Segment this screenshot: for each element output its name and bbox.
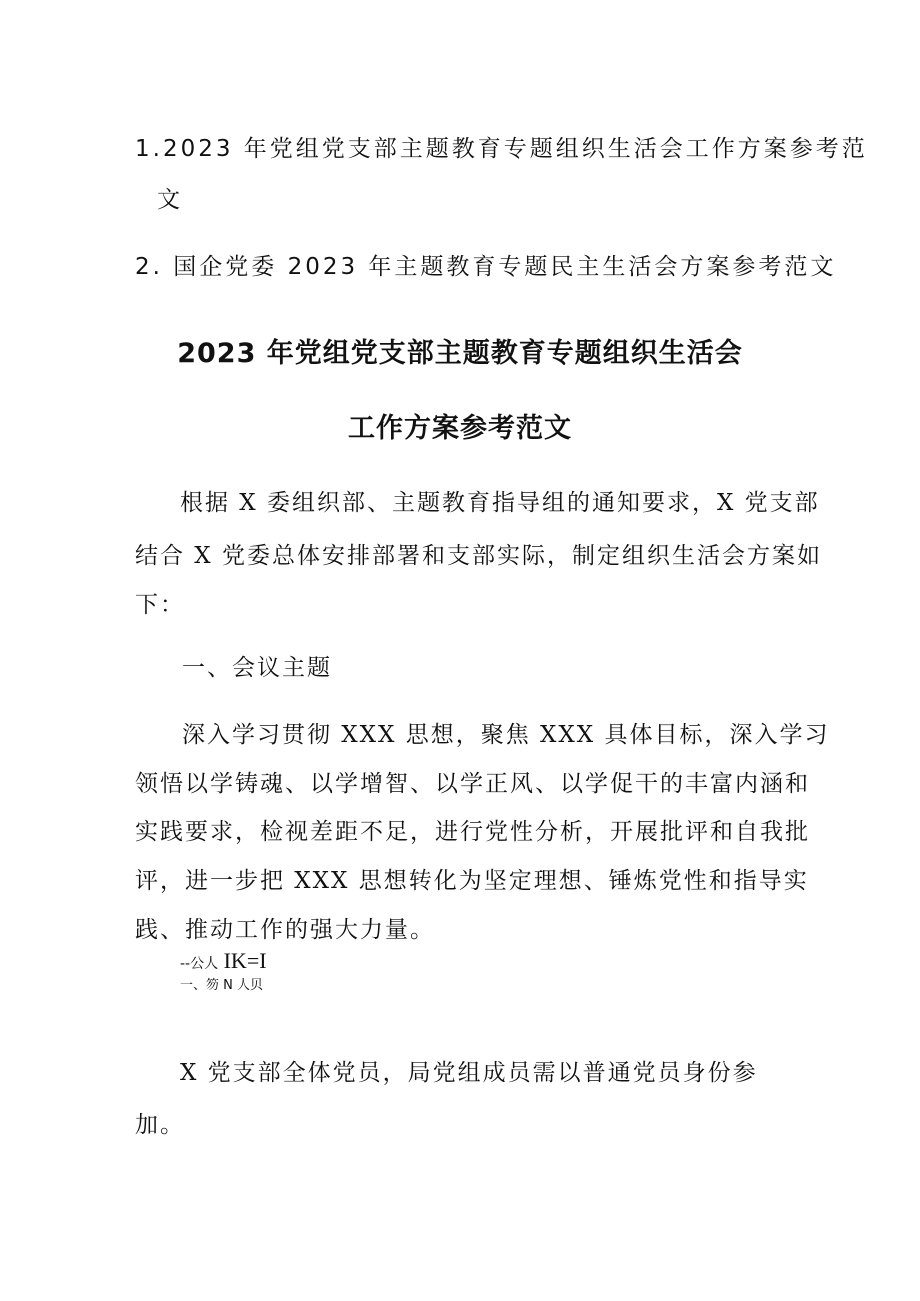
intro-line-2: 结合 X 党委总体安排部署和支部实际，制定组织生活会方案如 bbox=[135, 543, 822, 569]
toc-item-2: 2. 国企党委 2023 年主题教育专题民主生活会方案参考范文 bbox=[135, 254, 837, 280]
section-1-line-4: 评，进一步把 XXX 思想转化为坚定理想、锤炼党性和指导实 bbox=[135, 868, 809, 894]
garbled-heading-small-part: --公人 bbox=[180, 956, 219, 972]
section-1-heading: 一、会议主题 bbox=[182, 655, 332, 681]
garbled-heading-line-2: 一、笏 N 人贝 bbox=[180, 978, 263, 993]
section-1-line-1: 深入学习贯彻 XXX 思想，聚焦 XXX 具体目标，深入学习 bbox=[182, 722, 830, 748]
garbled-heading-line-1 bbox=[180, 948, 267, 974]
intro-line-1: 根据 X 委组织部、主题教育指导组的通知要求，X 党支部 bbox=[180, 490, 820, 516]
document-title-line-2: 工作方案参考范文 bbox=[348, 413, 572, 444]
intro-line-3: 下： bbox=[135, 592, 185, 618]
section-2-line-1: X 党支部全体党员，局党组成员需以普通党员身份参 bbox=[180, 1060, 758, 1086]
garbled-heading-large-part: IK=I bbox=[223, 948, 267, 973]
section-1-line-2: 领悟以学铸魂、以学增智、以学正风、以学促干的丰富内涵和 bbox=[135, 771, 810, 797]
section-1-line-5: 践、推动工作的强大力量。 bbox=[135, 917, 435, 943]
section-2-line-2: 加。 bbox=[135, 1112, 185, 1138]
document-title-line-1: 2023 年党组党支部主题教育专题组织生活会 bbox=[177, 338, 743, 369]
section-1-line-3: 实践要求，检视差距不足，进行党性分析，开展批评和自我批 bbox=[135, 819, 810, 845]
toc-item-1-continuation: 文 bbox=[157, 187, 183, 213]
toc-item-1: 1.2023 年党组党支部主题教育专题组织生活会工作方案参考范 bbox=[135, 136, 868, 162]
